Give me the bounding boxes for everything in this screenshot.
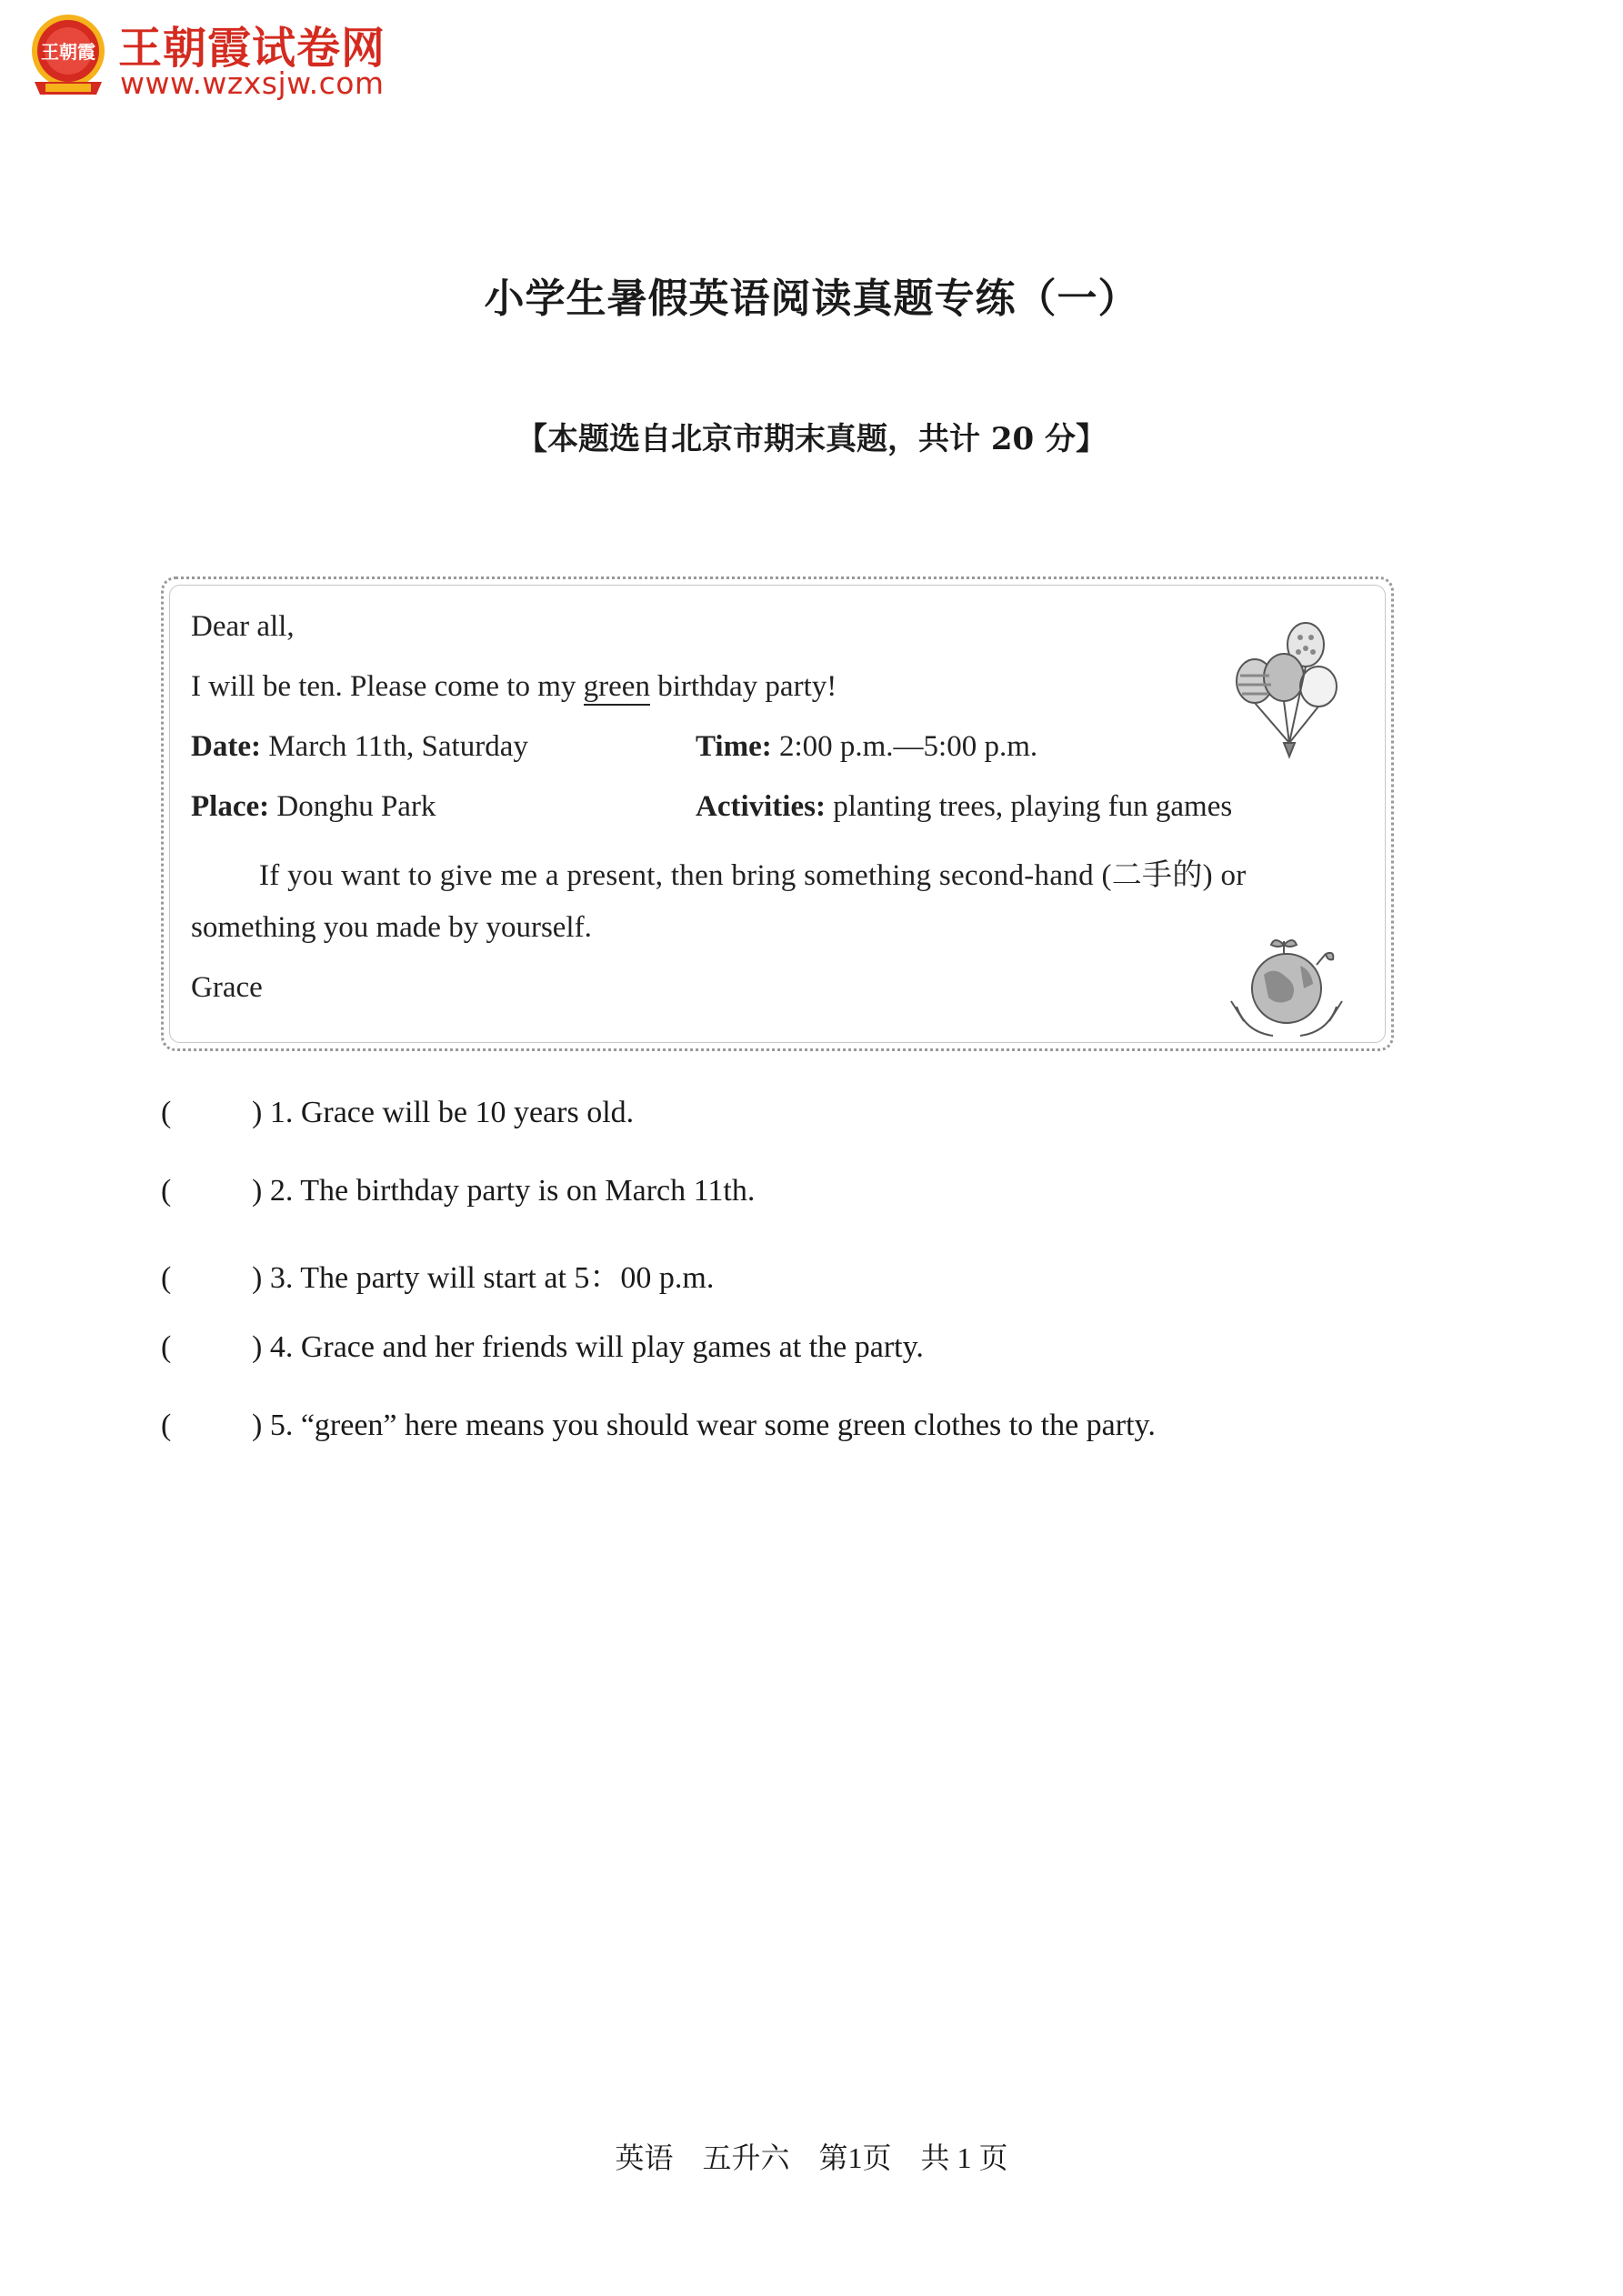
card-greeting: Dear all, (191, 610, 295, 643)
svg-text:王朝霞: 王朝霞 (41, 41, 95, 63)
activities-label: Activities: (696, 790, 826, 823)
seal-logo-icon (27, 11, 109, 98)
place-label: Place: (191, 790, 270, 823)
question-text: 2. The birthday party is on March 11th. (269, 1174, 756, 1208)
question-5 (161, 1409, 1156, 1443)
answer-blank-close: ) (252, 1261, 263, 1295)
time-value: 2:00 p.m.—5:00 p.m. (771, 730, 1038, 763)
question-4 (161, 1330, 924, 1365)
answer-blank-open: ( (161, 1409, 172, 1442)
site-logo (27, 11, 391, 102)
answer-blank-close: ) (252, 1096, 263, 1129)
answer-blank-close: ) (252, 1330, 263, 1364)
card-paragraph-line2: something you made by yourself. (191, 911, 592, 944)
page-title: 小学生暑假英语阅读真题专练（一） (484, 276, 1139, 322)
question-text: 5. “green” here means you should wear some green clothes to the party. (269, 1409, 1156, 1442)
question-text: 4. Grace and her friends will play games at the party. (269, 1330, 924, 1364)
question-3 (161, 1252, 714, 1297)
card-paragraph-line1: If you want to give me a present, then bring something second-hand (二手的) or (259, 859, 1247, 892)
time-label: Time: (696, 730, 772, 763)
answer-blank-close: ) (252, 1174, 263, 1208)
balloons-icon (1227, 616, 1346, 761)
underlined-word: green (584, 670, 650, 706)
page-footer: 英语 五升六 第1页 共 1 页 (615, 2141, 1008, 2174)
answer-blank-open: ( (161, 1330, 172, 1364)
answer-blank-open: ( (161, 1174, 172, 1208)
earth-in-hands-icon (1218, 934, 1355, 1043)
brand-url: www.wzxsjw.com (120, 65, 385, 101)
answer-blank-open: ( (161, 1261, 172, 1295)
place-value: Donghu Park (269, 790, 436, 823)
question-text: 1. Grace will be 10 years old. (269, 1096, 635, 1129)
card-activities (696, 790, 1232, 824)
card-date (191, 730, 528, 764)
card-time (696, 730, 1037, 764)
date-label: Date: (191, 730, 261, 763)
invite-text-before: I will be ten. Please come to my (191, 670, 584, 703)
activities-value: planting trees, playing fun games (825, 790, 1233, 823)
invite-text-after: birthday party! (649, 670, 837, 703)
page-subtitle: 【本题选自北京市期末真题，共计 20 分】 (516, 421, 1107, 457)
card-invite-line (191, 670, 837, 704)
question-1 (161, 1096, 634, 1130)
answer-blank-close: ) (252, 1409, 263, 1442)
card-signature: Grace (191, 971, 263, 1004)
date-value: March 11th, Saturday (260, 730, 528, 763)
question-text: 3. The party will start at 5：00 p.m. (269, 1261, 715, 1295)
invitation-card (161, 577, 1394, 1051)
answer-blank-open: ( (161, 1096, 172, 1129)
brand-name: 王朝霞试卷网 (118, 23, 386, 74)
card-place (191, 790, 436, 824)
question-2 (161, 1174, 755, 1208)
